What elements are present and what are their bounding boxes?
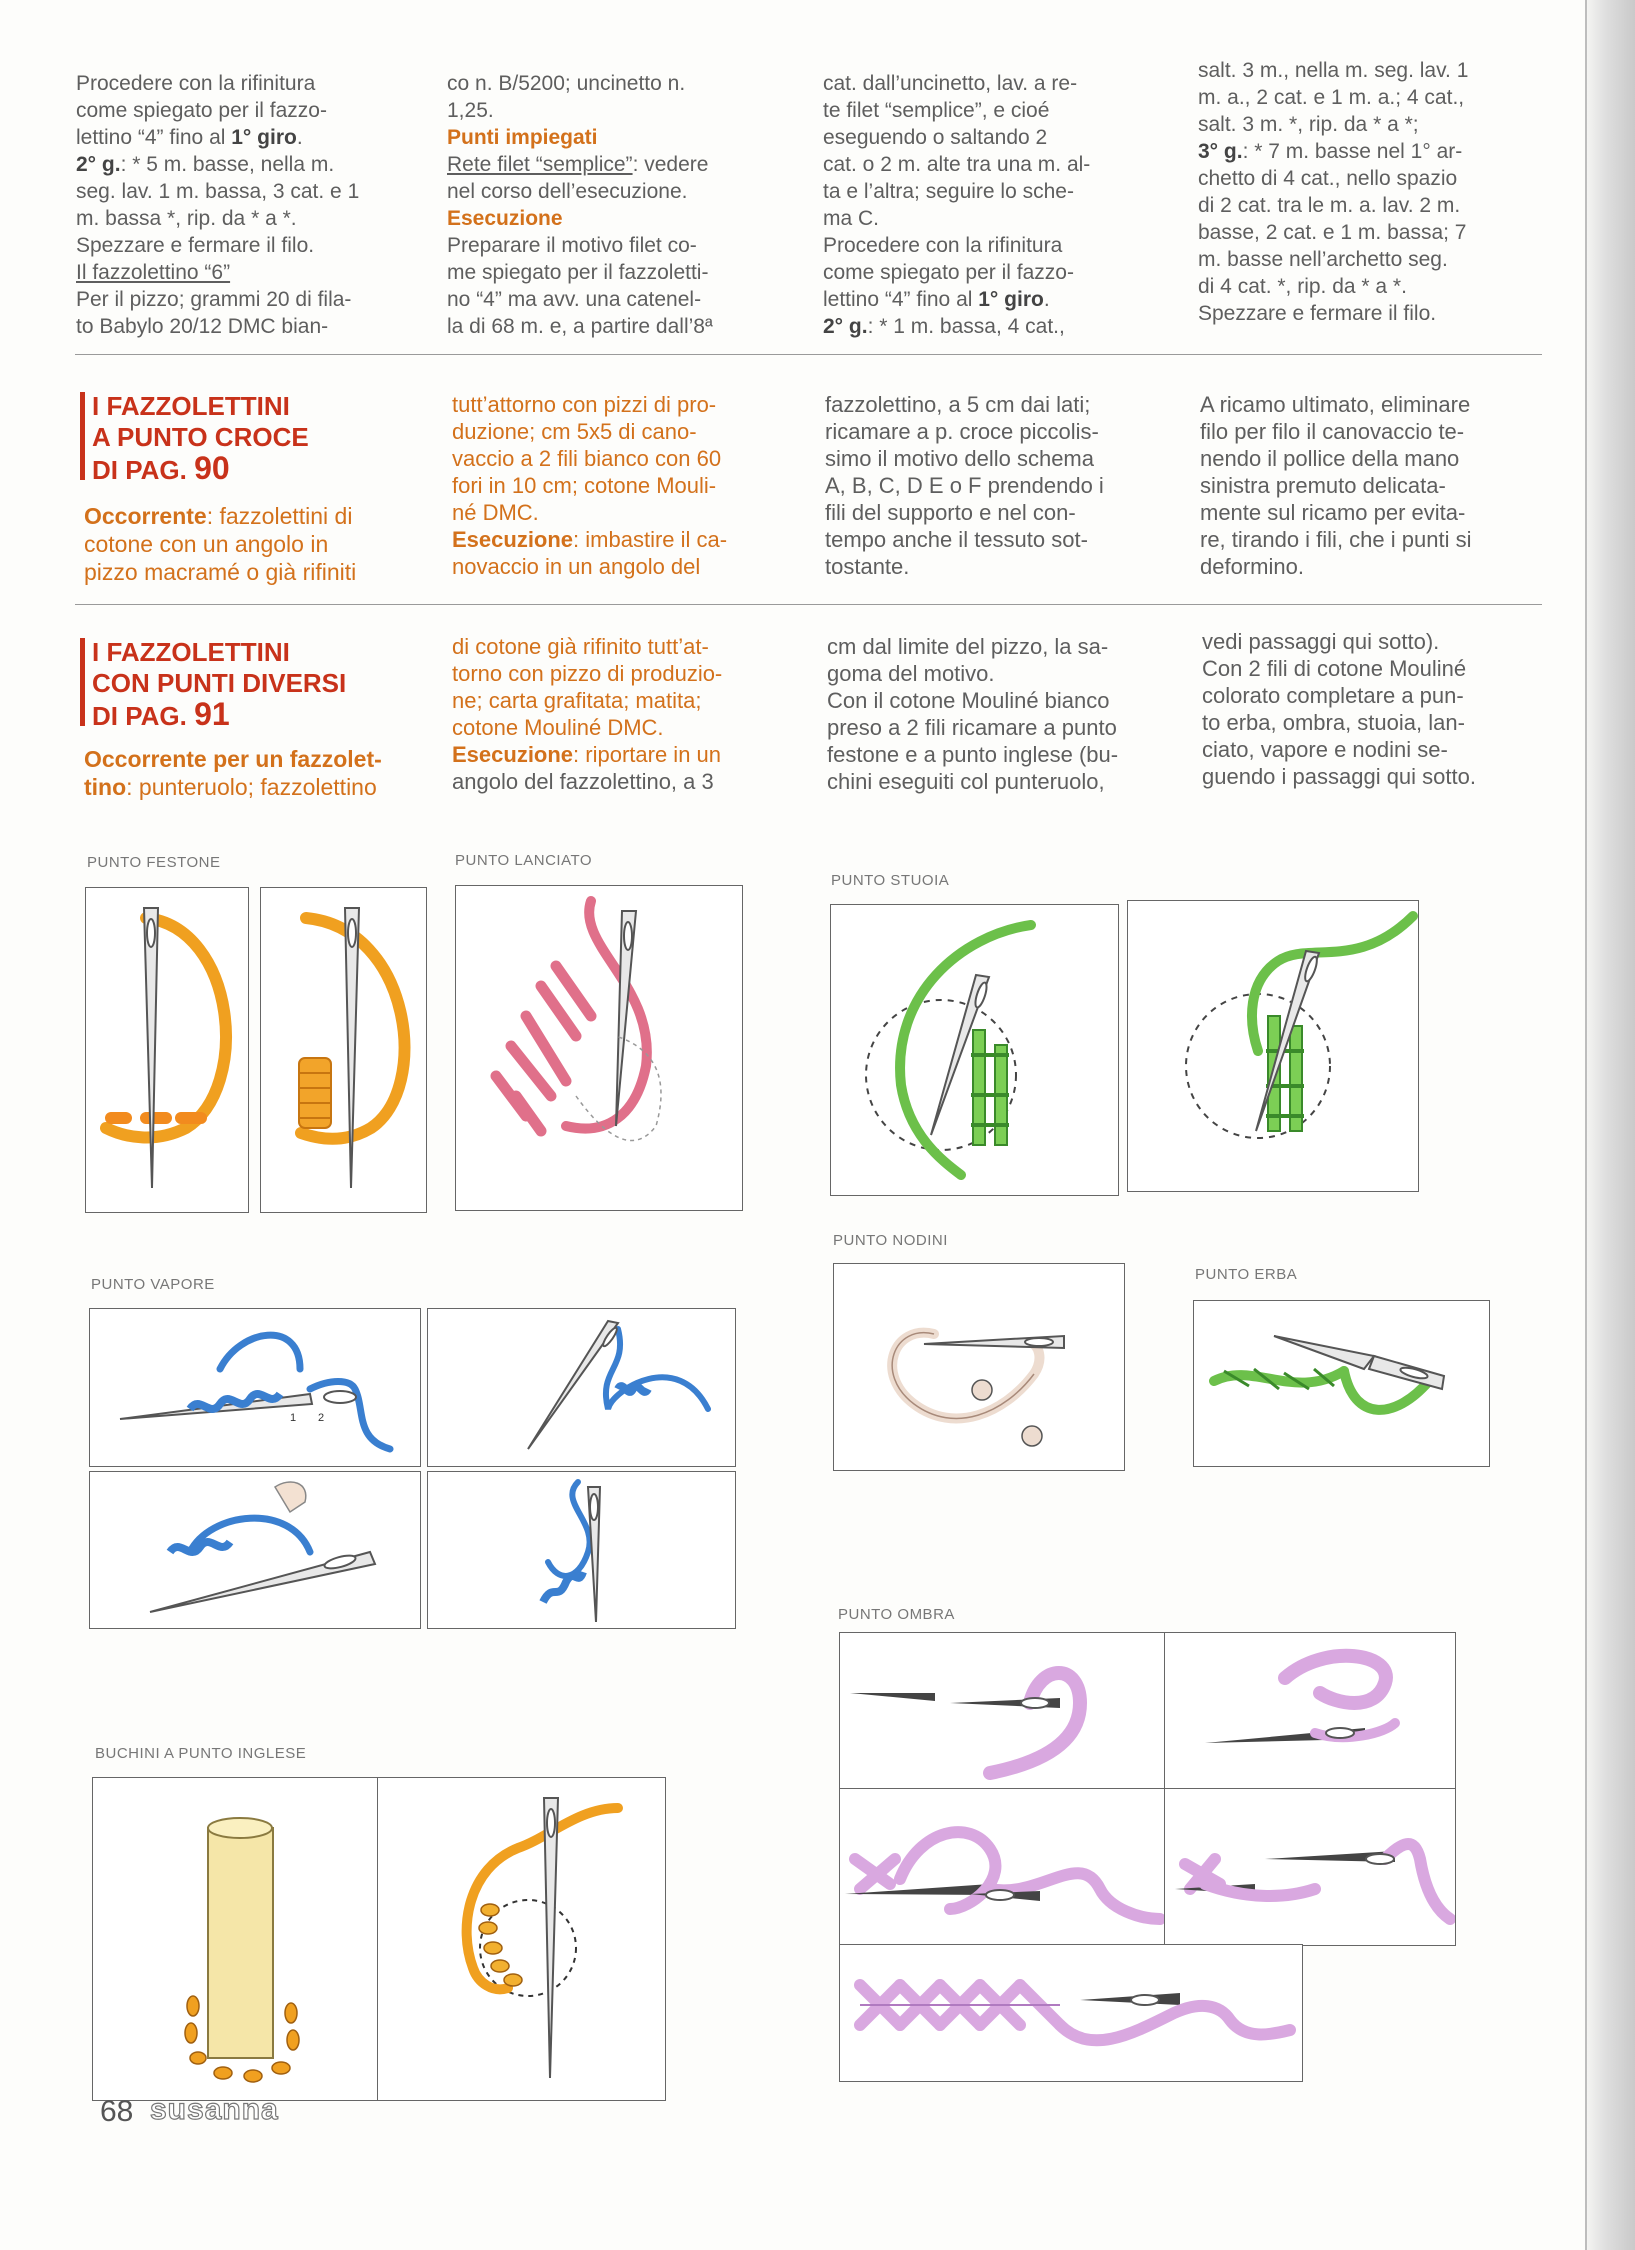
text-line: deformino. — [1200, 554, 1304, 579]
text-line: cat. dall’uncinetto, lav. a re- — [823, 72, 1078, 95]
text-line: tostante. — [825, 554, 910, 579]
text-line: cotone Mouliné DMC. — [452, 715, 664, 740]
text-line: torno con pizzo di produzio- — [452, 661, 723, 686]
text-line — [76, 151, 408, 178]
text-line: Con il cotone Mouliné bianco — [827, 688, 1110, 713]
occorrente-label: Occorrente per un fazzolet- — [84, 746, 382, 772]
section2-column-2 — [452, 633, 790, 795]
label-punto-ombra: PUNTO OMBRA — [838, 1606, 955, 1623]
nodini-illustration — [834, 1264, 1124, 1470]
heading-esecuzione: Esecuzione — [447, 207, 563, 230]
text-line: festone e a punto inglese (bu- — [827, 742, 1119, 767]
lanciato-diagram — [455, 885, 743, 1211]
vapore-illustration — [428, 1472, 735, 1628]
text-line: Procedere con la rifinitura — [823, 234, 1063, 257]
underlined-span: Rete filet “semplice” — [447, 153, 633, 176]
section-marker — [80, 638, 85, 726]
thread-icon — [1060, 2006, 1290, 2040]
text-line: seg. lav. 1 m. bassa, 3 cat. e 1 — [76, 180, 360, 203]
erba-diagram — [1193, 1300, 1490, 1467]
stuoia-illustration — [1128, 901, 1418, 1191]
vapore-illustration — [428, 1309, 735, 1466]
bold-span: 2° g. — [823, 315, 868, 338]
text-span: : punteruolo; fazzolettino — [126, 774, 377, 800]
section1-occorrente — [84, 502, 416, 586]
text-line: nel corso dell’esecuzione. — [447, 180, 688, 203]
vapore-illustration — [90, 1472, 420, 1628]
text-line: A ricamo ultimato, eliminare — [1200, 392, 1471, 417]
thread-icon — [220, 1335, 300, 1369]
heading-punti-impiegati: Punti impiegati — [447, 126, 598, 149]
awl-icon — [208, 1828, 273, 2058]
text-line: tutt’attorno con pizzi di pro- — [452, 392, 717, 417]
french-knot — [1022, 1426, 1042, 1446]
text-line — [452, 526, 787, 553]
buchini-step-1 — [92, 1777, 379, 2101]
text-line: me spiegato per il fazzoletti- — [447, 261, 709, 284]
section-marker — [80, 392, 85, 480]
vapore-step-3 — [89, 1471, 421, 1629]
title-span: DI PAG. — [92, 455, 195, 485]
needle-icon — [850, 1693, 935, 1701]
festone-step-2 — [260, 887, 427, 1213]
stuoia-step-2 — [1127, 900, 1419, 1192]
needle-icon — [345, 908, 359, 1188]
festone-step-1 — [85, 887, 249, 1213]
page-number: 68 — [100, 2095, 134, 2128]
text-line: goma del motivo. — [827, 661, 995, 686]
page-edge-shadow — [1587, 0, 1635, 2250]
title-line: A PUNTO CROCE — [92, 422, 309, 452]
label-punto-lanciato: PUNTO LANCIATO — [455, 852, 593, 869]
thread-icon — [606, 1329, 708, 1409]
finger-icon — [275, 1482, 306, 1512]
text-line — [84, 502, 416, 530]
text-line — [452, 741, 790, 768]
text-line: cm dal limite del pizzo, la sa- — [827, 634, 1109, 659]
ombra-step-5 — [839, 1944, 1303, 2082]
bold-span: 1° giro — [978, 288, 1044, 311]
cross-stitch — [855, 1859, 895, 1889]
title-line: I FAZZOLETTINI — [92, 391, 290, 421]
step-mark-2: 2 — [318, 1412, 325, 1424]
text-span: : riportare in un — [573, 742, 722, 767]
text-line — [76, 124, 408, 151]
buchini-step-2 — [377, 1777, 666, 2101]
text-line — [84, 773, 419, 801]
title-line: I FAZZOLETTINI — [92, 637, 290, 667]
coil-stitch — [618, 1386, 648, 1392]
text-line — [447, 151, 782, 178]
text-line: to Babylo 20/12 DMC bian- — [76, 315, 329, 338]
text-line: ma C. — [823, 207, 880, 230]
label-punto-erba: PUNTO ERBA — [1195, 1266, 1298, 1283]
text-line: 1,25. — [447, 99, 494, 122]
text-span: lettino “4” fino al — [823, 288, 979, 311]
text-span: : imbastire il ca- — [573, 527, 728, 552]
heading-esecuzione: Esecuzione — [452, 742, 574, 767]
stuoia-illustration — [831, 905, 1118, 1195]
nodini-diagram — [833, 1263, 1125, 1471]
intro-column-3 — [823, 70, 1158, 340]
ombra-illustration — [840, 1633, 1165, 1789]
text-line: m. a., 2 cat. e 1 m. a.; 4 cat., — [1198, 86, 1465, 109]
text-line: ciato, vapore e nodini se- — [1202, 737, 1448, 762]
text-line: di 4 cat. *, rip. da * a *. — [1198, 275, 1407, 298]
title-line — [92, 450, 392, 486]
vapore-step-2 — [427, 1308, 736, 1467]
label-buchini: BUCHINI A PUNTO INGLESE — [95, 1745, 307, 1762]
text-line: Con 2 fili di cotone Mouliné — [1202, 656, 1467, 681]
bold-span: 1° giro — [231, 126, 297, 149]
label-punto-nodini: PUNTO NODINI — [833, 1232, 948, 1249]
text-line: filo per filo il canovaccio te- — [1200, 419, 1465, 444]
laid-thread — [973, 1030, 985, 1145]
page-edge-line — [1585, 0, 1587, 2250]
text-line: come spiegato per il fazzo- — [76, 99, 327, 122]
text-line: to erba, ombra, stuoia, lan- — [1202, 710, 1465, 735]
text-line: te filet “semplice”, e cioé — [823, 99, 1050, 122]
text-line — [823, 286, 1158, 313]
ombra-illustration — [840, 1789, 1165, 1945]
text-span: lettino “4” fino al — [76, 126, 232, 149]
festone-illustration — [261, 888, 426, 1212]
text-span: : * 5 m. basse, nella m. — [120, 153, 335, 176]
thread-icon — [990, 1673, 1080, 1773]
section2-column-4 — [1202, 628, 1540, 790]
subheading: Il fazzolettino “6” — [76, 261, 231, 284]
label-punto-festone: PUNTO FESTONE — [87, 854, 221, 871]
ombra-step-1 — [839, 1632, 1166, 1790]
heading-esecuzione: Esecuzione — [452, 527, 574, 552]
text-line: come spiegato per il fazzo- — [823, 261, 1074, 284]
text-line: simo il motivo dello schema — [825, 446, 1094, 471]
text-line: cotone con un angolo in — [84, 531, 329, 557]
bold-span: 2° g. — [76, 153, 121, 176]
ombra-step-2 — [1164, 1632, 1456, 1790]
text-line: duzione; cm 5x5 di cano- — [452, 419, 697, 444]
page-ref: 90 — [194, 450, 230, 486]
title-line — [92, 696, 392, 732]
ombra-illustration — [1165, 1633, 1455, 1789]
vapore-illustration — [90, 1309, 420, 1466]
text-line: salt. 3 m. *, rip. da * a *; — [1198, 113, 1419, 136]
text-line: chini eseguiti col punteruolo, — [827, 769, 1105, 794]
page-ref: 91 — [194, 696, 230, 732]
text-line: basse, 2 cat. e 1 m. bassa; 7 — [1198, 221, 1467, 244]
section2-title — [92, 637, 392, 732]
text-line: co n. B/5200; uncinetto n. — [447, 72, 686, 95]
occorrente-label: tino — [84, 774, 127, 800]
text-line: eseguendo o saltando 2 — [823, 126, 1048, 149]
text-line: Procedere con la rifinitura — [76, 72, 316, 95]
text-line — [84, 745, 419, 773]
intro-column-1 — [76, 70, 408, 340]
text-line — [823, 313, 1158, 340]
text-span: : * 1 m. bassa, 4 cat., — [867, 315, 1065, 338]
needle-icon — [1274, 1336, 1374, 1369]
french-knot — [972, 1380, 992, 1400]
text-line: novaccio in un angolo del — [452, 554, 701, 579]
text-line: la di 68 m. e, a partire dall’8ª — [447, 315, 713, 338]
text-line: vedi passaggi qui sotto). — [1202, 629, 1440, 654]
text-line: mente sul ricamo per evita- — [1200, 500, 1466, 525]
divider-1 — [75, 354, 1542, 355]
title-line: CON PUNTI DIVERSI — [92, 668, 347, 698]
ombra-illustration — [840, 1945, 1302, 2081]
section2-column-3 — [827, 633, 1165, 795]
magazine-logo: susanna — [150, 2093, 279, 2126]
erba-illustration — [1194, 1301, 1489, 1466]
ombra-step-3 — [839, 1788, 1166, 1946]
thread-icon — [548, 1482, 590, 1576]
text-line: ne; carta grafitata; matita; — [452, 688, 702, 713]
intro-column-4 — [1198, 57, 1538, 327]
stuoia-step-1 — [830, 904, 1119, 1196]
ombra-step-4 — [1164, 1788, 1456, 1946]
text-line: Per il pizzo; grammi 20 di filа- — [76, 288, 352, 311]
label-punto-stuoia: PUNTO STUOIA — [831, 872, 950, 889]
vapore-step-4 — [427, 1471, 736, 1629]
text-line: né DMC. — [452, 500, 539, 525]
occorrente-label: Occorrente — [84, 503, 207, 529]
text-span: : * 7 m. basse nel 1° ar- — [1242, 140, 1463, 163]
text-line: salt. 3 m., nella m. seg. lav. 1 — [1198, 59, 1469, 82]
title-span: DI PAG. — [92, 701, 195, 731]
text-line: A, B, C, D E o F prendendo i — [825, 473, 1104, 498]
text-line: guendo i passaggi qui sotto. — [1202, 764, 1476, 789]
text-line: colorato completare a pun- — [1202, 683, 1464, 708]
text-line: tempo anche il tessuto sot- — [825, 527, 1088, 552]
text-line: nendo il pollice della mano — [1200, 446, 1460, 471]
text-line: cat. o 2 m. alte tra una m. al- — [823, 153, 1091, 176]
thread-icon — [190, 1518, 310, 1552]
text-line: ta e l’altra; seguire lo sche- — [823, 180, 1074, 203]
coil-stitch — [170, 1542, 230, 1552]
section1-title — [92, 391, 392, 486]
needle-eye — [348, 919, 356, 947]
text-line: fori in 10 cm; cotone Mouli- — [452, 473, 717, 498]
bold-span: 3° g. — [1198, 140, 1243, 163]
section1-column-3 — [825, 391, 1163, 580]
text-line: no “4” ma avv. una catenel- — [447, 288, 702, 311]
vapore-step-1 — [89, 1308, 421, 1467]
lanciato-illustration — [456, 886, 742, 1210]
thread-icon — [1385, 1844, 1450, 1919]
text-line: di 2 cat. tra le m. a. lav. 2 m. — [1198, 194, 1461, 217]
step-mark-1: 1 — [290, 1412, 297, 1424]
text-line: m. basse nell’archetto seg. — [1198, 248, 1448, 271]
label-punto-vapore: PUNTO VAPORE — [91, 1276, 215, 1293]
text-line: angolo del fazzolettino, a 3 — [452, 769, 714, 794]
text-line: re, tirando i fili, che i punti si — [1200, 527, 1472, 552]
needle-eye — [624, 922, 632, 950]
buchini-illustration — [378, 1778, 665, 2100]
section1-column-4 — [1200, 391, 1538, 580]
thread-icon — [106, 918, 226, 1137]
text-line: m. bassa *, rip. da * a *. — [76, 207, 297, 230]
text-line: di cotone già rifinito tutt’at- — [452, 634, 709, 659]
text-line: Spezzare e fermare il filo. — [1198, 302, 1437, 325]
ombra-illustration — [1165, 1789, 1455, 1945]
text-line — [1198, 138, 1538, 165]
text-line: fili del supporto e nel con- — [825, 500, 1076, 525]
text-line: vaccio a 2 fili bianco con 60 — [452, 446, 722, 471]
text-line: ricamare a p. croce piccolis- — [825, 419, 1099, 444]
needle-eye — [147, 919, 155, 947]
thread-icon — [1285, 1656, 1386, 1703]
text-line: Preparare il motivo filet co- — [447, 234, 697, 257]
text-span: . — [1043, 288, 1050, 311]
buchini-illustration — [93, 1778, 378, 2100]
text-line: preso a 2 fili ricamare a punto — [827, 715, 1117, 740]
text-span: . — [296, 126, 303, 149]
festone-illustration — [86, 888, 248, 1212]
divider-2 — [75, 604, 1542, 605]
text-line: Spezzare e fermare il filo. — [76, 234, 315, 257]
needle-icon — [144, 908, 158, 1188]
text-span: : fazzolettini di — [206, 503, 353, 529]
text-line: fazzolettino, a 5 cm dai lati; — [825, 392, 1091, 417]
section1-column-2 — [452, 391, 787, 580]
needle-icon — [1080, 1993, 1180, 2005]
text-line: chetto di 4 cat., nello spazio — [1198, 167, 1458, 190]
section2-occorrente — [84, 745, 419, 801]
thread-icon — [900, 1832, 995, 1909]
text-line: pizzo macramé o già rifiniti — [84, 559, 357, 585]
text-line: sinistra premuto delicata- — [1200, 473, 1446, 498]
intro-column-2 — [447, 70, 782, 340]
text-span: : vedere — [632, 153, 709, 176]
long-short-stitches — [496, 966, 591, 1131]
